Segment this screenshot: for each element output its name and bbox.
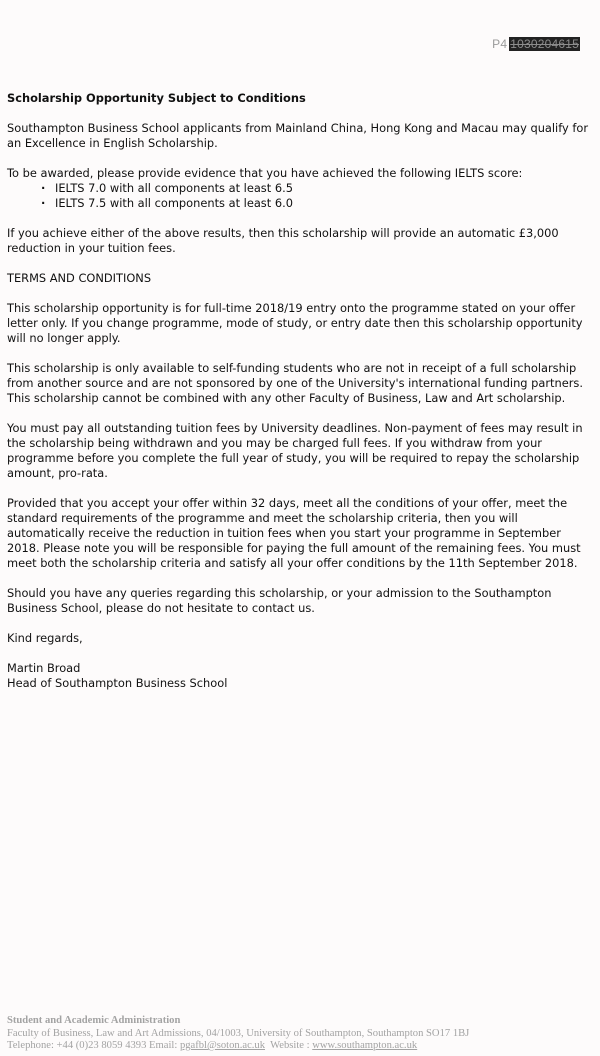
signature-block: [7, 661, 591, 691]
closing: Kind regards,: [7, 631, 83, 645]
reference-number: [492, 37, 580, 51]
intro-paragraph: Southampton Business School applicants from Mainland China, Hong Kong and Macau may qualify for an Excellence in English Scholarship.: [7, 121, 589, 150]
reduction-paragraph: If you achieve either of the above results, then this scholarship will provide an automatic £3,000 reduction in your tuition fees.: [7, 226, 559, 255]
footer-contact: [7, 1040, 593, 1053]
acceptance-paragraph: Provided that you accept your offer within 32 days, meet all the conditions of your offer, meet the standard requirements of the programme and meet the scholarship criteria, then you will automatically receive the reduction in tuition fees when you start your programme in September 2018. Please note you will be responsible for paying the full amount of the remaining fees. You must meet both the scholarship criteria and satisfy all your offer conditions by the 11th September 2018.: [7, 496, 581, 570]
footer-website-label: Website :: [265, 1040, 313, 1051]
entry-paragraph: This scholarship opportunity is for full-time 2018/19 entry onto the programme stated on your offer letter only. If you change programme, mode of study, or entry date then this scholarship opportunity will no longer apply.: [7, 301, 583, 345]
signer-title: Head of Southampton Business School: [7, 676, 228, 690]
award-lead: To be awarded, please provide evidence that you have achieved the following IELTS score:: [7, 166, 523, 180]
email-link[interactable]: pgafbl@soton.ac.uk: [179, 1040, 266, 1051]
redacted-reference: 1030204615: [510, 37, 579, 51]
reference-prefix: P4: [492, 37, 508, 51]
list-item: [7, 181, 591, 196]
fees-paragraph: You must pay all outstanding tuition fees by University deadlines. Non-payment of fees may result in the scholarship being withdrawn and you may be charged full fees. If you withdraw from your programme before you complete the full year of study, you will be required to repay the scholarship amount, pro-rata.: [7, 421, 583, 480]
signer-name: Martin Broad: [7, 661, 81, 675]
terms-heading: TERMS AND CONDITIONS: [7, 271, 152, 285]
footer-department: Student and Academic Administration: [7, 1015, 181, 1026]
list-item-text: IELTS 7.0 with all components at least 6.5: [55, 181, 293, 195]
queries-paragraph: Should you have any queries regarding this scholarship, or your admission to the Southampton Business School, please do not hesitate to contact us.: [7, 586, 552, 615]
footer: [7, 1015, 593, 1053]
footer-address: Faculty of Business, Law and Art Admissions, 04/1003, University of Southampton, Southampton SO17 1BJ: [7, 1027, 470, 1039]
list-item: [7, 196, 591, 211]
letter-body: [7, 91, 591, 706]
website-link[interactable]: www.southampton.ac.uk: [312, 1040, 418, 1051]
footer-telephone: Telephone: +44 (0)23 8059 4393 Email:: [7, 1040, 180, 1051]
list-item-text: IELTS 7.5 with all components at least 6.0: [55, 196, 293, 210]
letter-title: Scholarship Opportunity Subject to Conditions: [7, 91, 306, 105]
self-funding-paragraph: This scholarship is only available to self-funding students who are not in receipt of a full scholarship from another source and are not sponsored by one of the University's international funding partners. This scholarship cannot be combined with any other Faculty of Business, Law and Art scholarship.: [7, 361, 583, 405]
ielts-requirements-list: [7, 181, 591, 211]
